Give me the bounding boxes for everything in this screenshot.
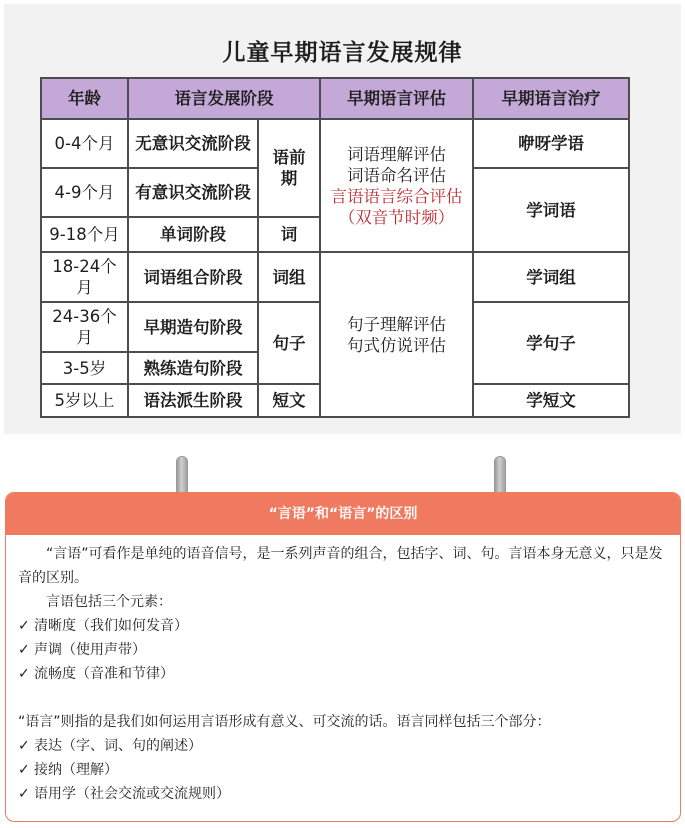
sub-stage-discourse: 短文 — [258, 384, 320, 417]
sub-stage-prelinguistic: 语前期 — [258, 119, 320, 217]
age-cell: 3-5岁 — [41, 352, 128, 384]
stage-cell: 语法派生阶段 — [128, 384, 258, 417]
therapy-cell: 学词组 — [473, 252, 629, 302]
header-therapy: 早期语言治疗 — [473, 78, 629, 119]
chart-panel — [4, 4, 681, 434]
age-cell: 9-18个月 — [41, 217, 128, 252]
stage-cell: 单词阶段 — [128, 217, 258, 252]
age-cell: 0-4个月 — [41, 119, 128, 168]
age-cell: 24-36个月 — [41, 302, 128, 352]
age-cell: 5岁以上 — [41, 384, 128, 417]
sub-stage-sentence: 句子 — [258, 302, 320, 384]
assessment-cell-2 — [320, 252, 473, 417]
assessment-item-red: 言语语言综合评估 — [330, 186, 463, 206]
sub-stage-phrase: 词组 — [258, 252, 320, 302]
list-item: ✓ 声调（使用声带） — [18, 638, 668, 662]
header-assessment: 早期语言评估 — [320, 78, 473, 119]
therapy-cell: 学短文 — [473, 384, 629, 417]
check-icon: ✓ — [18, 762, 30, 778]
info-card — [5, 492, 681, 822]
table-row — [41, 119, 629, 168]
paragraph-language-definition: “语言”则指的是我们如何运用言语形成有意义、可交流的话。语言同样包括三个部分： — [18, 714, 551, 730]
list-item: ✓ 表达（字、词、句的阐述） — [18, 734, 668, 758]
assessment-item-red: （双音节时频） — [338, 207, 455, 227]
list-item: ✓ 接纳（理解） — [18, 758, 668, 782]
card-title: “言语”和“语言”的区别 — [6, 493, 680, 535]
stage-cell: 早期造句阶段 — [128, 302, 258, 352]
paragraph-speech-definition: “言语”可看作是单纯的语音信号，是一系列声音的组合，包括字、词、句。言语本身无意义，只是发音的区别。 — [18, 546, 663, 586]
stage-cell: 词语组合阶段 — [128, 252, 258, 302]
check-icon: ✓ — [18, 666, 30, 682]
sub-stage-word: 词 — [258, 217, 320, 252]
check-icon: ✓ — [18, 738, 30, 754]
therapy-cell: 学句子 — [473, 302, 629, 384]
list-item: ✓ 流畅度（音准和节律） — [18, 662, 668, 686]
assessment-item: 词语命名评估 — [347, 165, 446, 185]
therapy-cell: 咿呀学语 — [473, 119, 629, 168]
table-row — [41, 252, 629, 302]
assessment-cell-1 — [320, 119, 473, 252]
stage-cell: 无意识交流阶段 — [128, 119, 258, 168]
check-icon: ✓ — [18, 642, 30, 658]
language-development-table — [40, 77, 630, 418]
age-cell: 18-24个月 — [41, 252, 128, 302]
stage-cell: 有意识交流阶段 — [128, 168, 258, 217]
check-icon: ✓ — [18, 786, 30, 802]
age-cell: 4-9个月 — [41, 168, 128, 217]
header-age: 年龄 — [41, 78, 128, 119]
table-header-row — [41, 78, 629, 119]
assessment-item: 句式仿说评估 — [347, 335, 446, 355]
header-stage: 语言发展阶段 — [128, 78, 320, 119]
page-title: 儿童早期语言发展规律 — [222, 40, 463, 66]
stage-cell: 熟练造句阶段 — [128, 352, 258, 384]
check-icon: ✓ — [18, 618, 30, 634]
card-body — [6, 535, 680, 806]
assessment-item: 词语理解评估 — [347, 144, 446, 164]
therapy-cell: 学词语 — [473, 168, 629, 252]
assessment-item: 句子理解评估 — [347, 314, 446, 334]
list-item: ✓ 清晰度（我们如何发音） — [18, 614, 668, 638]
paragraph-speech-elements: 言语包括三个元素： — [46, 594, 172, 610]
list-item: ✓ 语用学（社会交流或交流规则） — [18, 782, 668, 806]
